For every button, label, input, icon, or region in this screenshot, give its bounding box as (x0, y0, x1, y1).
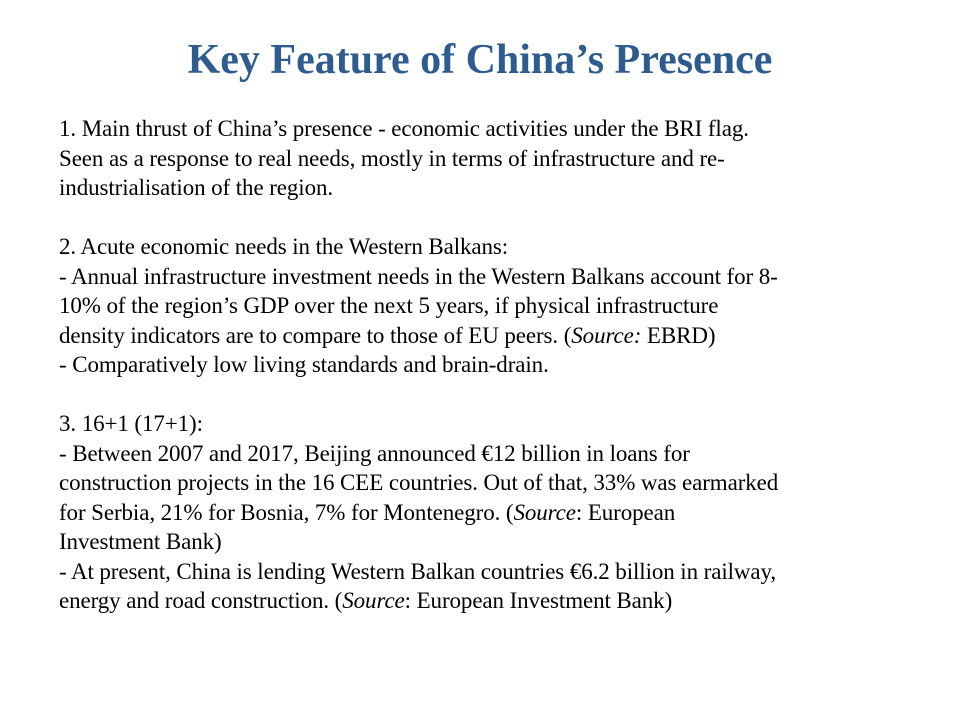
text-segment: for Serbia, 21% for Bosnia, 7% for Montenegro. ( (59, 499, 514, 525)
text-line: Investment Bank) (59, 529, 222, 554)
text-line: - At present, China is lending Western Balkan countries €6.2 billion in railway, (59, 558, 777, 584)
text-line-with-source (59, 321, 929, 351)
text-segment: : European (575, 499, 676, 525)
text-line: construction projects in the 16 CEE countries. Out of that, 33% was earmarked (59, 470, 779, 495)
section-16-plus-1 (59, 409, 929, 616)
text-segment: : European Investment Bank) (404, 588, 673, 613)
slide-title: Key Feature of China’s Presence (187, 37, 773, 83)
text-line: 2. Acute economic needs in the Western Balkans: (59, 234, 509, 259)
text-segment: EBRD) (641, 322, 716, 348)
text-line: - Annual infrastructure investment needs in the Western Balkans account for 8- (59, 263, 778, 289)
text-line: industrialisation of the region. (59, 175, 334, 200)
source-label: Source (342, 588, 405, 613)
text-segment: density indicators are to compare to those of EU peers. ( (59, 322, 572, 348)
source-label: Source (513, 499, 576, 525)
text-line: - Comparatively low living standards and brain-drain. (59, 352, 549, 377)
text-line: - Between 2007 and 2017, Beijing announced €12 billion in loans for (59, 440, 690, 466)
text-segment: energy and road construction. ( (59, 588, 343, 613)
text-line: Seen as a response to real needs, mostly in terms of infrastructure and re- (59, 145, 725, 171)
text-line-with-source (59, 586, 929, 616)
source-label: Source: (571, 322, 642, 348)
text-line: 3. 16+1 (17+1): (59, 411, 203, 436)
text-line: 10% of the region’s GDP over the next 5 years, if physical infrastructure (59, 293, 719, 318)
text-line-with-source (59, 498, 929, 528)
slide-body (59, 114, 929, 616)
section-economic-needs (59, 232, 929, 380)
section-bri (59, 114, 929, 203)
text-line: 1. Main thrust of China’s presence - economic activities under the BRI flag. (59, 116, 749, 141)
